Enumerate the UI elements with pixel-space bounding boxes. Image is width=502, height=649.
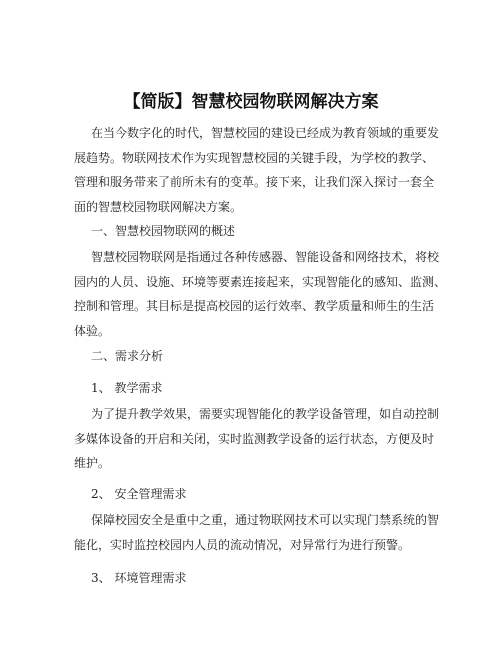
paragraph-line: 维护。	[74, 456, 111, 470]
paragraph-line: 管理和服务带来了前所未有的变革。接下来，让我们深入探讨一套全	[74, 175, 435, 189]
safety-paragraph	[74, 508, 440, 557]
overview-paragraph	[74, 245, 447, 343]
paragraph-line: 展趋势。物联网技术作为实现智慧校园的关键手段，为学校的教学、	[74, 150, 435, 165]
subsection-heading-teaching: 1、 教学需求	[91, 381, 163, 395]
paragraph-line: 控制和管理。其目标是提高校园的运行效率、教学质量和师生的生活	[74, 299, 435, 313]
paragraph-line: 智慧校园物联网是指通过各种传感器、智能设备和网络技术，将校	[91, 250, 440, 264]
subsection-heading-environment: 3、 环境管理需求	[91, 571, 187, 585]
paragraph-line: 体验。	[74, 323, 111, 338]
section-heading-requirements: 二、需求分析	[91, 349, 164, 363]
paragraph-line: 保障校园安全是重中之重，通过物联网技术可以实现门禁系统的智	[91, 513, 440, 527]
section-heading-overview: 一、智慧校园物联网的概述	[91, 224, 236, 238]
paragraph-line: 面的智慧校园物联网解决方案。	[74, 199, 243, 214]
intro-paragraph	[74, 121, 440, 219]
paragraph-line: 多媒体设备的开启和关闭，实时监测教学设备的运行状态，方便及时	[74, 431, 435, 446]
subsection-heading-safety: 2、 安全管理需求	[91, 487, 187, 501]
document-title: 【简版】智慧校园物联网解决方案	[123, 92, 379, 112]
paragraph-line: 园内的人员、设施、环境等要素连接起来，实现智能化的感知、监测、	[74, 274, 447, 289]
paragraph-line: 为了提升教学效果，需要实现智能化的教学设备管理，如自动控制	[91, 407, 440, 421]
paragraph-line: 能化，实时监控校园内人员的流动情况，对异常行为进行预警。	[74, 537, 411, 552]
teaching-paragraph	[74, 402, 440, 476]
paragraph-line: 在当今数字化的时代，智慧校园的建设已经成为教育领域的重要发	[91, 126, 440, 140]
